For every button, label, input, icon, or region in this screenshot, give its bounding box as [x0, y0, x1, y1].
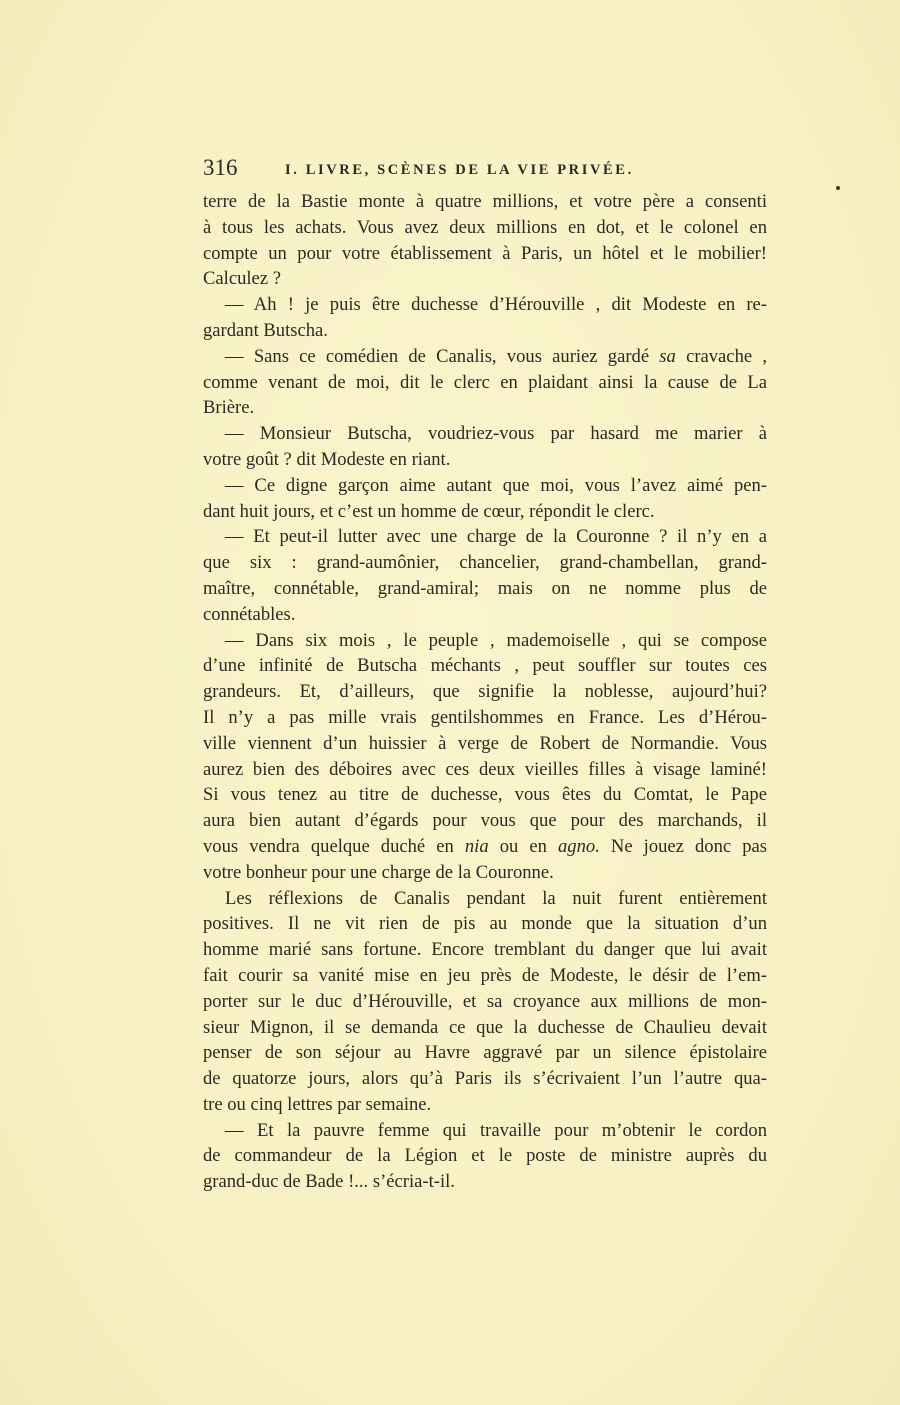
text-segment: de quatorze jours, alors qu’à Paris ils s’écrivaient l’un l’autre qua- [203, 1068, 767, 1090]
text-segment: grandeurs. Et, d’ailleurs, que signifie la noblesse, aujourd’hui? [203, 681, 767, 703]
paragraph [203, 344, 767, 421]
text-segment: Il n’y a pas mille vrais gentilshommes en France. Les d’Hérou- [203, 706, 767, 728]
text-line [203, 1143, 767, 1169]
text-segment: votre goût ? dit Modeste en riant. [203, 448, 451, 470]
text-line [203, 628, 767, 654]
text-segment: cravache , [675, 345, 767, 367]
text-line [203, 834, 767, 860]
running-title: I. LIVRE, SCÈNES DE LA VIE PRIVÉE. [285, 162, 634, 178]
ink-speck [836, 186, 840, 190]
text-segment: aura bien autant d’égards pour vous que pour des marchands, il [203, 810, 767, 832]
text-segment: votre bonheur pour une charge de la Couronne. [203, 861, 554, 883]
text-segment: comme venant de moi, dit le clerc en plaidant ainsi la cause de La [203, 371, 767, 393]
text-segment: fait courir sa vanité mise en jeu près de Modeste, le désir de l’em- [203, 964, 767, 986]
text-line [203, 731, 767, 757]
text-line [203, 524, 767, 550]
text-segment: Les réflexions de Canalis pendant la nuit furent entièrement [225, 887, 767, 909]
text-segment: que six : grand-aumônier, chancelier, grand-chambellan, grand- [203, 552, 767, 574]
text-segment: Ne jouez donc pas [599, 835, 767, 857]
text-line [203, 757, 767, 783]
text-line [203, 989, 767, 1015]
text-line [203, 344, 767, 370]
text-segment: — Sans ce comédien de Canalis, vous auriez gardé [225, 345, 660, 367]
text-line [203, 189, 767, 215]
text-line [203, 911, 767, 937]
text-line [203, 395, 767, 421]
text-line [203, 1015, 767, 1041]
text-line [203, 447, 767, 473]
text-line [203, 963, 767, 989]
italic-word: sa [659, 345, 676, 367]
text-segment: de commandeur de la Légion et le poste de ministre auprès du [203, 1145, 767, 1167]
text-segment: maître, connétable, grand-amiral; mais on ne nomme plus de [203, 577, 767, 599]
text-segment: — Ah ! je puis être duchesse d’Hérouville , dit Modeste en re- [225, 294, 767, 316]
text-line [203, 1092, 767, 1118]
text-segment: ou en [488, 835, 558, 857]
text-line [203, 1169, 767, 1195]
text-line [203, 1118, 767, 1144]
text-line [203, 808, 767, 834]
text-line [203, 576, 767, 602]
paragraph [203, 189, 767, 292]
paragraph [203, 421, 767, 473]
text-segment: — Et peut-il lutter avec une charge de la Couronne ? il n’y en a [225, 526, 767, 548]
text-line [203, 937, 767, 963]
text-line [203, 653, 767, 679]
text-line [203, 782, 767, 808]
text-line [203, 266, 767, 292]
text-line [203, 1040, 767, 1066]
text-segment: — Et la pauvre femme qui travaille pour m’obtenir le cordon [225, 1119, 767, 1141]
text-segment: compte un pour votre établissement à Paris, un hôtel et le mobilier! [203, 242, 767, 264]
text-segment: — Dans six mois , le peuple , mademoiselle , qui se compose [225, 629, 767, 651]
text-segment: gardant Butscha. [203, 319, 328, 341]
text-segment: — Ce digne garçon aime autant que moi, vous l’avez aimé pen- [225, 474, 767, 496]
text-segment: ville viennent d’un huissier à verge de Robert de Normandie. Vous [203, 732, 767, 754]
text-line [203, 860, 767, 886]
text-segment: homme marié sans fortune. Encore tremblant du danger que lui avait [203, 939, 767, 961]
paragraph [203, 1118, 767, 1195]
text-segment: à tous les achats. Vous avez deux millions en dot, et le colonel en [203, 216, 767, 238]
text-line [203, 602, 767, 628]
text-line [203, 473, 767, 499]
italic-word: nia [464, 835, 489, 857]
text-segment: terre de la Bastie monte à quatre millions, et votre père a consenti [203, 191, 767, 212]
body-text [203, 189, 767, 1195]
text-segment: grand-duc de Bade !... s’écria-t-il. [203, 1171, 455, 1193]
text-line [203, 1066, 767, 1092]
paragraph [203, 292, 767, 344]
paragraph [203, 628, 767, 886]
text-line [203, 421, 767, 447]
text-segment: porter sur le duc d’Hérouville, et sa croyance aux millions de mon- [203, 990, 767, 1012]
text-segment: penser de son séjour au Havre aggravé par un silence épistolaire [203, 1042, 767, 1064]
text-line [203, 241, 767, 267]
text-segment: Si vous tenez au titre de duchesse, vous êtes du Comtat, le Pape [203, 784, 767, 806]
text-line [203, 679, 767, 705]
text-line [203, 318, 767, 344]
paragraph [203, 886, 767, 1118]
text-segment: tre ou cinq lettres par semaine. [203, 1093, 432, 1115]
text-segment: vous vendra quelque duché en [203, 835, 465, 857]
text-line [203, 215, 767, 241]
text-segment: sieur Mignon, il se demanda ce que la duchesse de Chaulieu devait [203, 1016, 767, 1038]
text-segment: dant huit jours, et c’est un homme de cœur, répondit le clerc. [203, 500, 655, 522]
page-number: 316 [203, 155, 238, 180]
text-segment: d’une infinité de Butscha méchants , peut souffler sur toutes ces [203, 655, 767, 677]
text-line [203, 499, 767, 525]
text-line [203, 705, 767, 731]
italic-word: agno. [558, 835, 600, 857]
paragraph [203, 524, 767, 627]
text-segment: positives. Il ne vit rien de pis au monde que la situation d’un [203, 913, 767, 935]
text-line [203, 292, 767, 318]
paragraph [203, 473, 767, 525]
text-segment: connétables. [203, 603, 296, 625]
text-segment: Calculez ? [203, 268, 281, 290]
text-segment: Brière. [203, 397, 255, 419]
text-line [203, 370, 767, 396]
text-segment: — Monsieur Butscha, voudriez-vous par hasard me marier à [225, 423, 767, 445]
text-line [203, 550, 767, 576]
page-header [203, 154, 767, 184]
text-segment: aurez bien des déboires avec ces deux vieilles filles à visage laminé! [203, 758, 767, 780]
text-line [203, 886, 767, 912]
